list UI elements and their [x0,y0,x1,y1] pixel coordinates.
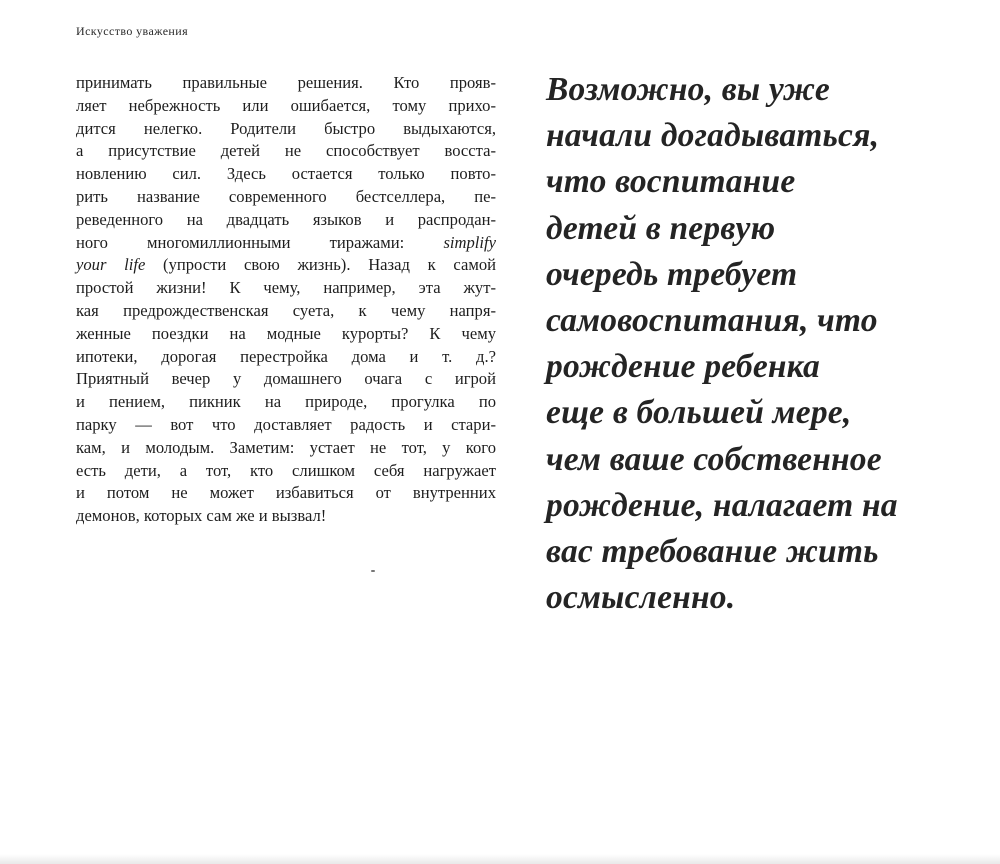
pull-quote-line: осмысленно. [546,579,736,617]
body-line: кая предрождественская суета, к чему напря- [76,300,496,320]
pull-quote-line: Возможно, вы уже [546,71,830,108]
body-line: женные поездки на модные курорты? К чему [76,323,496,343]
italic-phrase: your life [76,255,146,275]
body-line-with-italic [76,232,496,255]
body-line: новлению сил. Здесь остается только повто- [76,164,496,184]
body-text-column [76,72,496,528]
pull-quote-line: очередь требует [546,255,798,293]
body-line: демонов, которых сам же и вызвал! [76,506,327,526]
body-line: ляет небрежность или ошибается, тому прихо- [76,95,496,115]
pull-quote-line: самовоспитания, что [546,301,878,339]
body-line-segment: ного многомиллионными тиражами: [76,232,405,252]
pull-quote-line: чем ваше собственное [546,440,882,478]
body-line-with-italic [76,254,496,277]
body-line: простой жизни! К чему, например, эта жут- [76,278,496,298]
body-line: ипотеки, дорогая перестройка дома и т. д.? [76,346,496,366]
body-line-segment: (упрости свою жизнь). Назад к самой [163,255,496,275]
page-bottom-shadow [0,854,1000,864]
scan-speck [371,570,375,572]
body-line: а присутствие детей не способствует восста- [76,141,496,161]
body-line: есть дети, а тот, кто слишком себя нагружает [76,460,496,480]
body-line: реведенного на двадцать языков и распродан- [76,209,496,229]
body-line: дится нелегко. Родители быстро выдыхаются, [76,118,496,138]
body-line: и потом не может избавиться от внутренних [76,483,496,503]
pull-quote-line: рождение ребенка [546,348,820,386]
pull-quote-line: детей в первую [546,209,776,247]
pull-quote-line: еще в большей мере, [546,394,852,432]
body-line: и пением, пикник на природе, прогулка по [76,392,496,412]
pull-quote [546,67,966,621]
pull-quote-line: начали догадываться, [546,117,880,155]
body-line: кам, и молодым. Заметим: устает не тот, у кого [76,437,496,457]
body-line: парку — вот что доставляет радость и стари- [76,414,496,434]
pull-quote-line: вас требование жить [546,532,879,570]
body-line: Приятный вечер у домашнего очага с игрой [76,369,496,389]
body-line: принимать правильные решения. Кто прояв- [76,73,496,92]
body-line: рить название современного бестселлера, пе- [76,186,496,206]
pull-quote-line: что воспитание [546,163,796,201]
pull-quote-line: рождение, налагает на [546,486,898,524]
running-header: Искусство уважения [76,24,188,38]
italic-phrase: simplify [443,232,496,252]
